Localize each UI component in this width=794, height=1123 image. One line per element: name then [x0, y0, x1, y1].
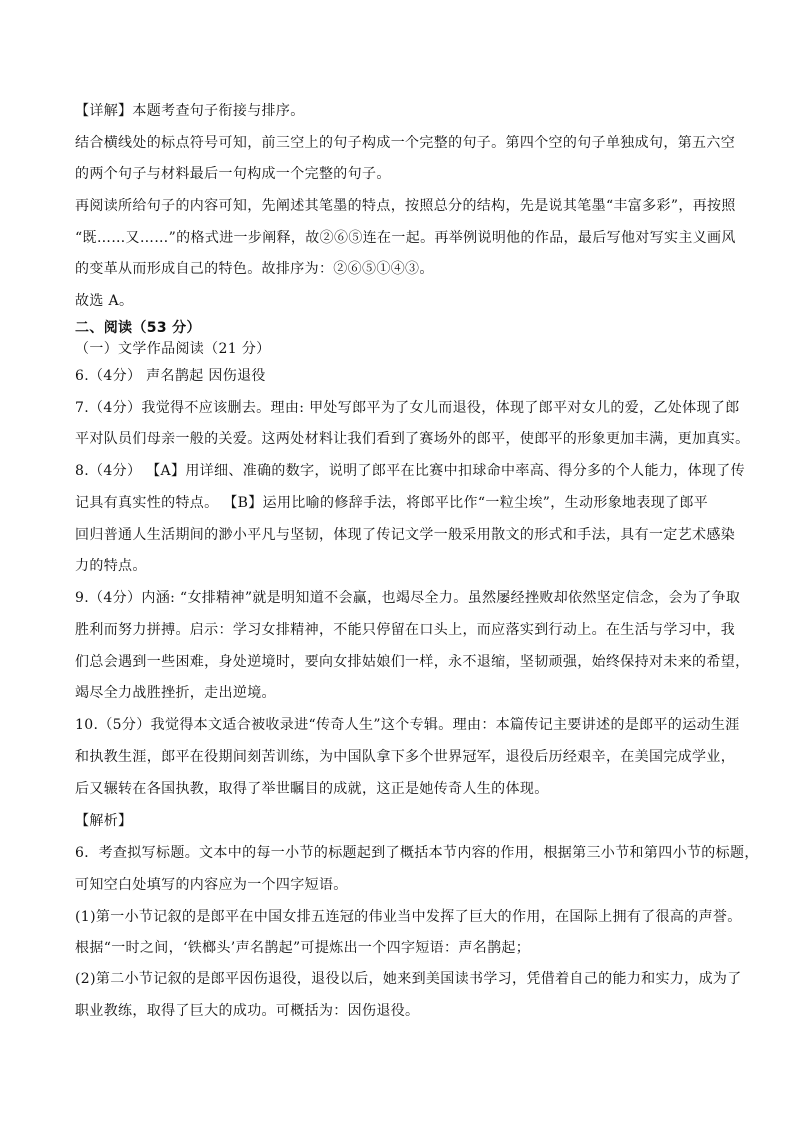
text-line: “既……又……”的格式进一步阐释，故②⑥⑤连在一起。再举例说明他的作品，最后写他对写实主义画风: [75, 230, 736, 246]
analysis-line: (1)第一小节记叙的是郎平在中国女排五连冠的伟业当中发挥了巨大的作用，在国际上拥有了很高的声誉。: [75, 909, 742, 925]
answer-9-line: 胜利而努力拼搏。启示：学习女排精神，不能只停留在口头上，而应落实到行动上。在生活与学习中，我: [75, 622, 736, 638]
answer-10-line: 10.（5分）我觉得本文适合被收录进“传奇人生”这个专辑。理由：本篇传记主要讲述的是郎平的运动生涯: [75, 717, 740, 733]
section-heading: 二、阅读（53 分）: [75, 320, 201, 336]
answer-8-line: 力的特点。: [75, 558, 147, 574]
analysis-line: 职业教练，取得了巨大的成功。可概括为：因伤退役。: [75, 1003, 420, 1019]
text-line: 故选 A。: [75, 293, 134, 309]
answer-9-line: 9.（4分）内涵: “女排精神”就是明知道不会赢，也竭尽全力。虽然屡经挫败却依然坚定信念，会为了争取: [75, 590, 741, 606]
text-line: 的变革从而形成自己的特色。故排序为：②⑥⑤①④③。: [75, 261, 434, 277]
answer-7-line: 7.（4分）我觉得不应该删去。理由: 甲处写郎平为了女儿而退役，体现了郎平对女儿的爱，乙处体现了郎: [75, 400, 740, 416]
subsection-heading: （一）文学作品阅读（21 分）: [75, 341, 271, 357]
answer-8-line: 记具有真实性的特点。 【B】运用比喻的修辞手法，将郎平比作“一粒尘埃”，生动形象地表现了郎平: [75, 495, 709, 511]
analysis-line: 可知空白处填写的内容应为一个四字短语。: [75, 877, 348, 893]
detail-heading: 【详解】本题考查句子衔接与排序。: [75, 103, 305, 119]
answer-8-line: 8.（4分） 【A】用详细、准确的数字，说明了郎平在比赛中扣球命中率高、得分多的个人能力，体现了传: [75, 463, 745, 479]
analysis-line: 根据“一时之间，‘铁榔头’声名鹊起”可提炼出一个四字短语：声名鹊起；: [75, 940, 531, 956]
answer-7-line: 平对队员们母亲一般的关爱。这两处材料让我们看到了赛场外的郎平，使郎平的形象更加丰满，更加真实。: [75, 431, 750, 447]
analysis-heading: 【解析】: [75, 813, 133, 829]
text-line: 再阅读所给句子的内容可知，先阐述其笔墨的特点，按照总分的结构，先是说其笔墨“丰富多彩”，再按照: [75, 198, 736, 214]
answer-10-line: 和执教生涯，郎平在役期间刻苦训练，为中国队拿下多个世界冠军，退役后历经艰辛，在美国完成学业，: [75, 749, 736, 765]
text-line: 的两个句子与材料最后一句构成一个完整的句子。: [75, 166, 391, 182]
answer-10-line: 后又辗转在各国执教，取得了举世瞩目的成就，这正是她传奇人生的体现。: [75, 781, 549, 797]
answer-9-line: 竭尽全力战胜挫折，走出逆境。: [75, 685, 276, 701]
analysis-line: (2)第二小节记叙的是郎平因伤退役，退役以后，她来到美国读书学习，凭借着自己的能力和实力，成为了: [75, 971, 742, 987]
answer-9-line: 们总会遇到一些困难，身处逆境时，要向女排姑娘们一样，永不退缩，坚韧顽强，始终保持对未来的希望，: [75, 654, 750, 670]
answer-8-line: 回归普通人生活期间的渺小平凡与坚韧，体现了传记文学一般采用散文的形式和手法，具有一定艺术感染: [75, 527, 736, 543]
analysis-line: 6．考查拟写标题。文本中的每一小节的标题起到了概括本节内容的作用，根据第三小节和第四小节的标题，: [75, 845, 759, 861]
answer-6: 6.（4分） 声名鹊起 因伤退役: [75, 368, 266, 384]
text-line: 结合横线处的标点符号可知，前三空上的句子构成一个完整的句子。第四个空的句子单独成句，第五六空: [75, 135, 736, 151]
